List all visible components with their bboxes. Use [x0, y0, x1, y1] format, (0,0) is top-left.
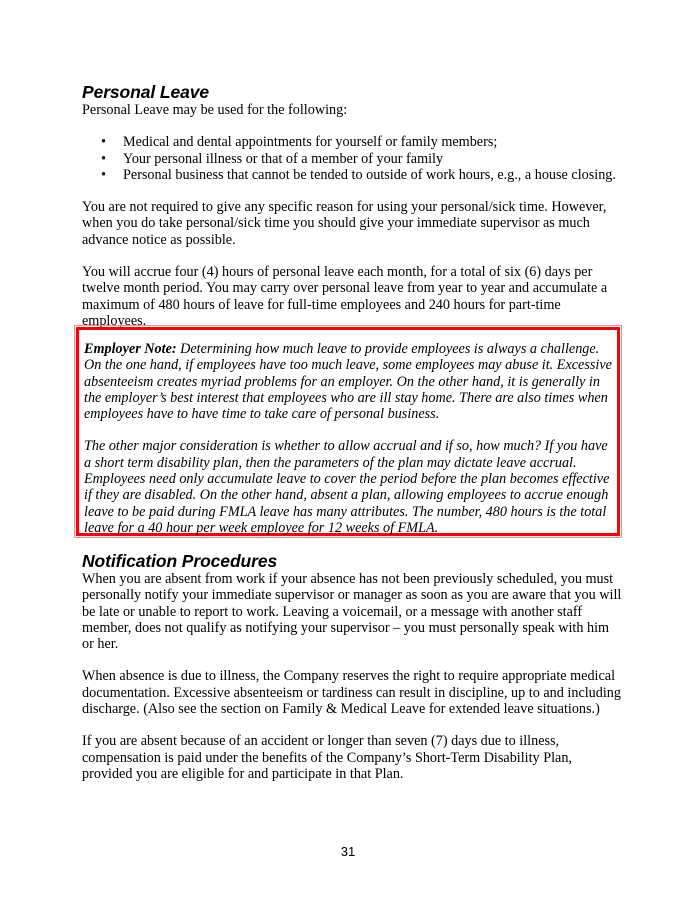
employer-note-text: Determining how much leave to provide employees is always a challenge. On the one hand, if employees have too much leave, some employees may abuse it. Excessive absenteeism creates myriad problems for an employer. On the other hand, it is generally in the employer’s best interest that employees who are ill stay home. There are also times when employees have to have time to take care of personal business.	[84, 341, 612, 423]
section-heading-notification-procedures: Notification Procedures	[82, 551, 278, 571]
employer-note-paragraph-1	[84, 341, 612, 422]
paragraph: You will accrue four (4) hours of personal leave each month, for a total of six (6) days per twelve month period. You may carry over personal leave from year to year and accumulate a maximum of 480 hours of leave for full-time employees and 240 hours for part-time employees.	[82, 264, 608, 329]
section-heading-personal-leave: Personal Leave	[82, 82, 210, 102]
bullet-icon: •	[101, 134, 106, 151]
list-item-text: Personal business that cannot be tended to outside of work hours, e.g., a house closing.	[123, 166, 616, 183]
spacer	[82, 248, 622, 264]
personal-leave-bullet-list	[82, 134, 622, 183]
paragraph: When absence is due to illness, the Company reserves the right to require appropriate medical documentation. Excessive absenteeism or tardiness can result in discipline, up to and including discharge. (Also see the section on Family & Medical Leave for extended leave situations.)	[82, 668, 621, 718]
personal-leave-intro: Personal Leave may be used for the following:	[82, 102, 348, 118]
personal-leave-section	[82, 82, 622, 329]
list-item	[82, 167, 622, 183]
spacer	[84, 422, 612, 438]
notification-procedures-section	[82, 551, 622, 782]
employer-note-label: Employer Note:	[84, 341, 177, 357]
employer-note-content	[76, 327, 620, 536]
paragraph: You are not required to give any specific reason for using your personal/sick time. However, when you do take personal/sick time you should give your immediate supervisor as much advance notice as possible.	[82, 199, 607, 248]
spacer	[82, 717, 622, 733]
bullet-icon: •	[101, 166, 106, 183]
page-number: 31	[340, 844, 356, 859]
list-item-text: Medical and dental appointments for yourself or family members;	[123, 134, 498, 151]
list-item-text: Your personal illness or that of a member of your family	[123, 150, 444, 167]
spacer	[82, 183, 622, 199]
paragraph: When you are absent from work if your absence has not been previously scheduled, you must personally notify your immediate supervisor or manager as soon as you are aware that you will be late or unable to report to work. Leaving a voicemail, or a message with another staff member, does not qualify as notifying your supervisor – you must personally speak with him or her.	[82, 571, 622, 653]
list-item	[82, 151, 622, 167]
list-item	[82, 134, 622, 150]
employer-note-box	[74, 325, 622, 538]
bullet-icon: •	[101, 150, 106, 167]
employer-note-paragraph-2: The other major consideration is whether to allow accrual and if so, how much? If you have a short term disability plan, then the parameters of the plan may dictate leave accrual. Employees need only accumulate leave to cover the period before the plan becomes effective if they are disabled. On the other hand, absent a plan, allowing employees to accrue enough leave to be paid during FMLA leave has many attributes. The number, 480 hours is the total leave for a 40 hour per week employee for 12 weeks of FMLA.	[84, 438, 610, 536]
paragraph: If you are absent because of an accident or longer than seven (7) days due to illness, compensation is paid under the benefits of the Company’s Short-Term Disability Plan, provided you are eligible for and participate in that Plan.	[82, 733, 572, 782]
spacer	[82, 652, 622, 668]
